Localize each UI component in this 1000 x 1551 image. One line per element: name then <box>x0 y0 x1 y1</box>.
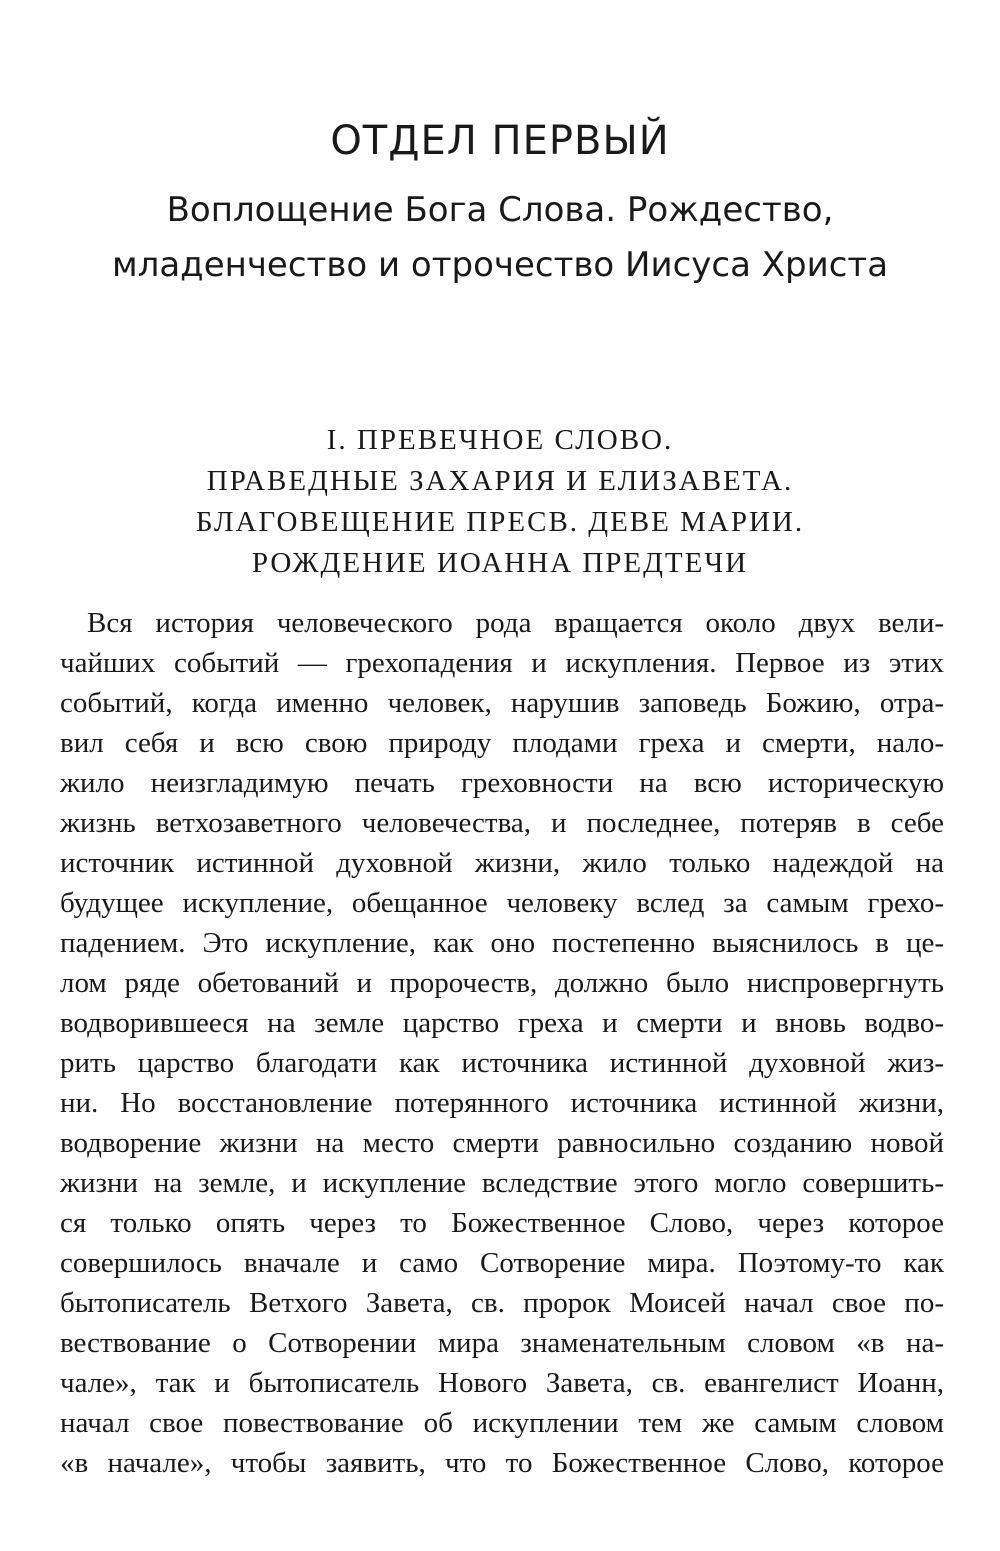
paragraph-line: рить царство благодати как источника истинной духовной жиз- <box>60 1047 944 1079</box>
part-title: ОТДЕЛ ПЕРВЫЙ <box>330 118 670 164</box>
paragraph-line: жизни на земле, и искупление вследствие этого могло совершить- <box>60 1167 944 1199</box>
paragraph-line: Вся история человеческого рода вращается около двух вели- <box>87 607 944 639</box>
paragraph-line: бытописатель Ветхого Завета, св. пророк Моисей начал свое по- <box>60 1287 944 1319</box>
paragraph-line: чале», так и бытописатель Нового Завета, св. евангелист Иоанн, <box>60 1367 944 1399</box>
chapter-title-line: ПРАВЕДНЫЕ ЗАХАРИЯ И ЕЛИЗАВЕТА. <box>206 465 794 497</box>
paragraph-line: падением. Это искупление, как оно постепенно выяснилось в це- <box>60 927 944 959</box>
chapter-title <box>0 420 1000 584</box>
part-subtitle <box>0 183 1000 293</box>
paragraph-line: начал свое повествование об искуплении тем же самым словом <box>60 1407 944 1439</box>
body-paragraph <box>60 603 944 1483</box>
part-subtitle-line: Воплощение Бога Слова. Рождество, <box>166 190 834 230</box>
paragraph-line: водворившееся на земле царство греха и смерти и вновь водво- <box>60 1007 944 1039</box>
paragraph-line: событий, когда именно человек, нарушив заповедь Божию, отра- <box>60 687 944 719</box>
paragraph-line: ся только опять через то Божественное Слово, через которое <box>60 1207 944 1239</box>
paragraph-line: ни. Но восстановление потерянного источника истинной жизни, <box>60 1087 944 1119</box>
chapter-title-line: БЛАГОВЕЩЕНИЕ ПРЕСВ. ДЕВЕ МАРИИ. <box>195 506 805 538</box>
paragraph-line: водворение жизни на место смерти равносильно созданию новой <box>60 1127 944 1159</box>
paragraph-line: совершилось вначале и само Сотворение мира. Поэтому-то как <box>60 1247 944 1279</box>
paragraph-line: вил себя и всю свою природу плодами греха и смерти, нало- <box>60 727 944 759</box>
paragraph-line: «в начале», чтобы заявить, что то Божественное Слово, которое <box>60 1447 944 1479</box>
paragraph-line: чайших событий — грехопадения и искупления. Первое из этих <box>60 647 944 679</box>
paragraph-line: жизнь ветхозаветного человечества, и последнее, потеряв в себе <box>60 807 944 839</box>
paragraph-line: жило неизгладимую печать греховности на всю историческую <box>60 767 944 799</box>
paragraph-line: будущее искупление, обещанное человеку вслед за самым грехо- <box>60 887 944 919</box>
chapter-title-line: РОЖДЕНИЕ ИОАННА ПРЕДТЕЧИ <box>251 547 749 579</box>
paragraph-line: лом ряде обетований и пророчеств, должно было ниспровергнуть <box>60 967 944 999</box>
part-subtitle-line: младенчество и отрочество Иисуса Христа <box>111 245 889 285</box>
paragraph-line: источник истинной духовной жизни, жило только надеждой на <box>60 847 944 879</box>
paragraph-line: вествование о Сотворении мира знаменательным словом «в на- <box>60 1327 944 1359</box>
chapter-title-line: I. ПРЕВЕЧНОЕ СЛОВО. <box>326 424 674 456</box>
